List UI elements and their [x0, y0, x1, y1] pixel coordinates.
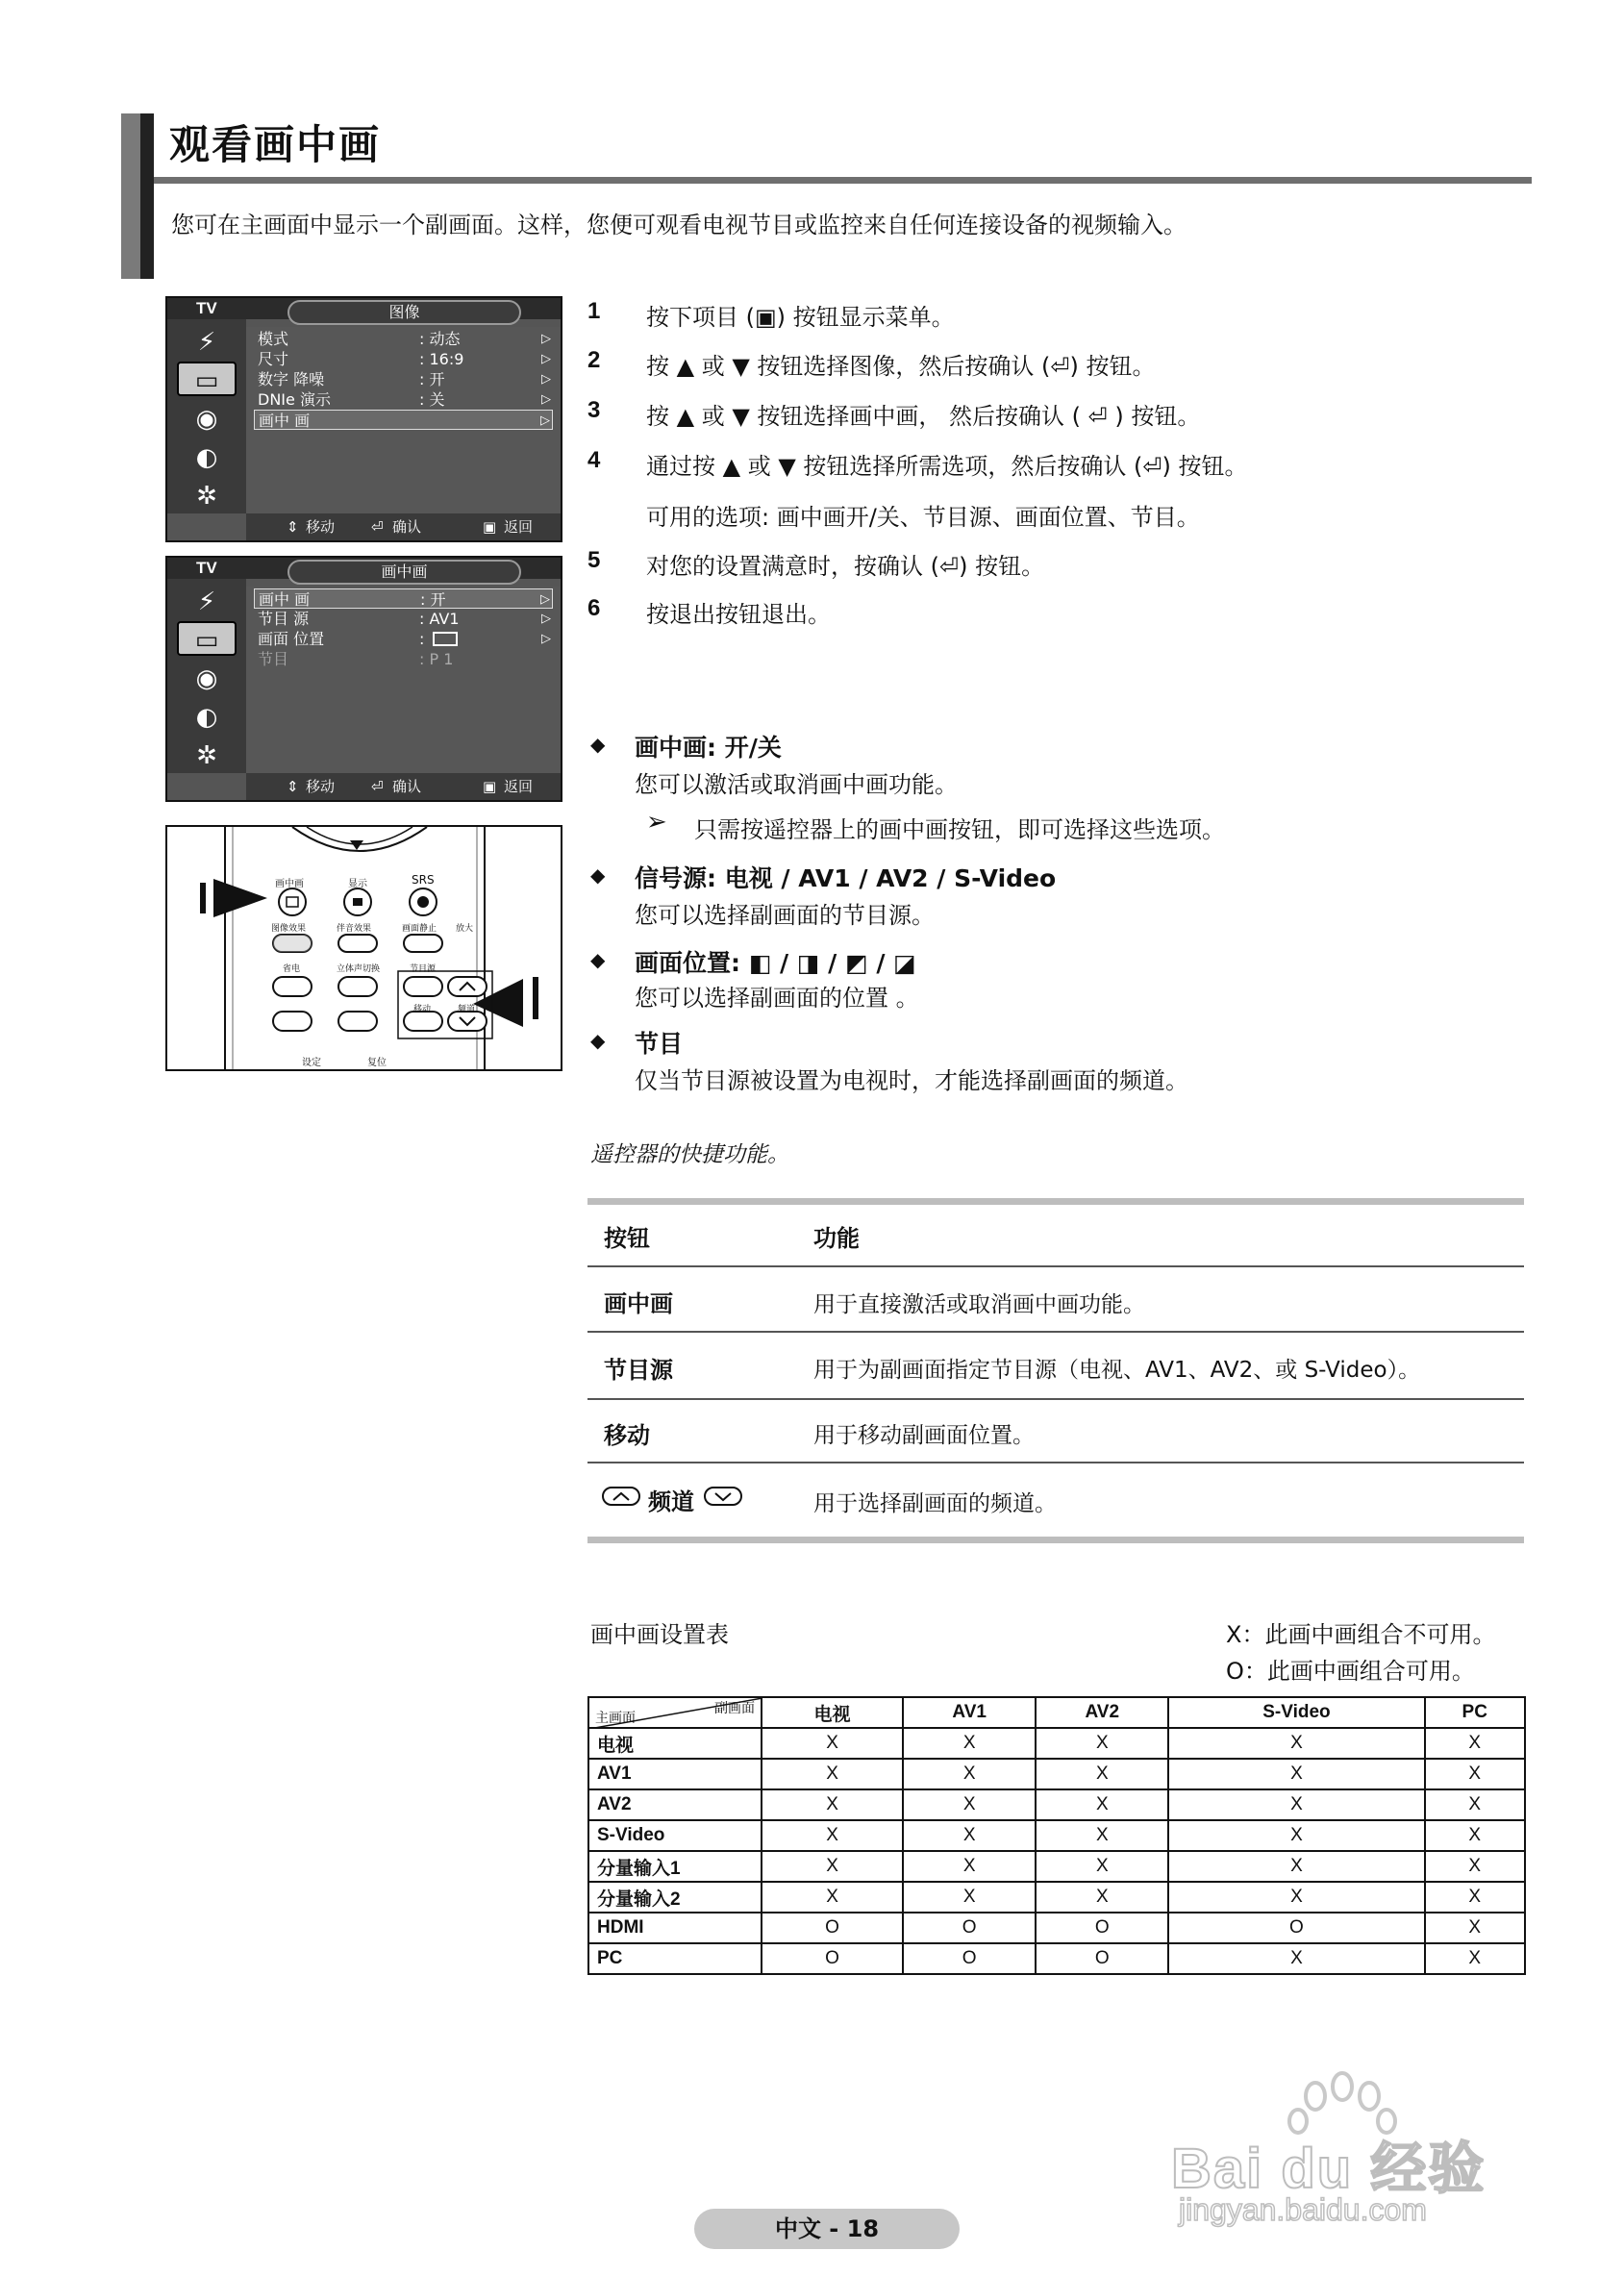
osd-footer-back: 返回 [504, 518, 534, 536]
osd-footer-enter: 确认 [392, 518, 422, 536]
table-cell: X [1168, 1882, 1424, 1913]
enter-icon: ⏎ [371, 518, 384, 536]
arrow-right-icon: ▷ [540, 413, 550, 428]
arrow-right-icon: ▷ [541, 332, 551, 346]
osd-row-label: 模式 [258, 330, 289, 348]
osd-footer-move: 移动 [306, 778, 336, 795]
osd-row-value: : 动态 [419, 330, 461, 348]
step-text: 按 ▲ 或 ▼ 按钮选择画中画， 然后按确认 ( ⏎ ) 按钮。 [646, 403, 1201, 430]
setup-icon: ✲ [196, 741, 217, 770]
table-cell: X [1036, 1789, 1168, 1820]
table-cell: X [903, 1820, 1036, 1851]
step-number: 4 [587, 447, 601, 473]
sound-icon: ◉ [195, 664, 218, 693]
osd-row[interactable] [254, 369, 553, 389]
table-cell: X [1425, 1851, 1525, 1882]
table-row-header: HDMI [588, 1913, 762, 1943]
table-cell: X [1036, 1851, 1168, 1882]
remote-move-label: 移动 [413, 1005, 432, 1014]
table-cell: X [903, 1882, 1036, 1913]
table-cell: X [903, 1851, 1036, 1882]
table-cell: X [1036, 1728, 1168, 1759]
osd-row-disabled [254, 649, 553, 669]
osd-row-label: DNIe 演示 [258, 390, 331, 409]
intro-text: 您可在主画面中显示一个副画面。这样，您便可观看电视节目或监控来自任何连接设备的视频输入。 [171, 212, 1187, 238]
table-cell: X [903, 1759, 1036, 1789]
channel-icon: ◐ [195, 443, 218, 472]
remote-pip-label: 画中画 [275, 879, 304, 889]
shortcut-header-function: 功能 [813, 1225, 860, 1252]
shortcut-desc: 用于为副画面指定节目源（电视、AV1、AV2、或 S-Video）。 [813, 1358, 1421, 1383]
settings-table-title: 画中画设置表 [590, 1621, 729, 1648]
osd-row-value: : 关 [419, 390, 445, 409]
table-cell: X [1425, 1820, 1525, 1851]
table-header-row [588, 1697, 1525, 1728]
remote-reset-label: 复位 [367, 1058, 387, 1068]
table-cell: X [1036, 1820, 1168, 1851]
osd-row-label: 节目 源 [258, 610, 310, 628]
step-number: 6 [587, 595, 601, 621]
remote-control-illustration [165, 825, 562, 1071]
diamond-bullet-icon: ◆ [590, 1029, 606, 1052]
watermark-brand: Bai du 经验 [1171, 2138, 1487, 2200]
table-row-header: 分量输入2 [588, 1882, 762, 1913]
shortcut-row-divider [587, 1462, 1524, 1463]
osd-items [246, 327, 561, 513]
osd-row-selected[interactable] [254, 588, 553, 609]
osd-footer-enter: 确认 [392, 778, 422, 795]
bullet-heading-source: 信号源: 电视 / AV1 / AV2 / S-Video [635, 864, 1057, 892]
table-row-header: PC [588, 1943, 762, 1974]
osd-row-selected[interactable] [254, 410, 553, 430]
table-col-header: AV1 [903, 1697, 1036, 1728]
step-text: 对您的设置满意时，按确认 (⏎) 按钮。 [646, 553, 1045, 580]
antenna-icon: ⚡ [197, 328, 216, 357]
table-cell: X [1168, 1943, 1424, 1974]
bullet-body-pip: 您可以激活或取消画中画功能。 [635, 771, 958, 798]
arrow-right-icon: ▷ [541, 392, 551, 407]
table-cell: X [762, 1851, 903, 1882]
osd-row-label: 节目 [258, 650, 289, 668]
osd-tv-label: TV [196, 559, 217, 577]
table-cell: X [1168, 1851, 1424, 1882]
step-options-text: 可用的选项: 画中画开/关、节目源、画面位置、节目。 [646, 504, 1200, 531]
table-cell: X [762, 1882, 903, 1913]
osd-footer [246, 513, 561, 540]
osd-row-value: : P 1 [419, 650, 454, 668]
table-row [588, 1820, 1525, 1851]
updown-icon: ⇕ [287, 778, 299, 795]
remote-source-label: 节目源 [410, 964, 437, 974]
corner-main-label: 主画面 [595, 1710, 636, 1725]
table-row [588, 1728, 1525, 1759]
osd-footer-move: 移动 [306, 518, 336, 536]
bullet-heading-pip: 画中画: 开/关 [635, 734, 782, 762]
table-cell: O [1036, 1913, 1168, 1943]
table-cell: X [762, 1728, 903, 1759]
table-corner-cell [588, 1697, 762, 1728]
legend-available: O：此画中画组合可用。 [1226, 1658, 1475, 1685]
osd-sidebar [167, 319, 246, 513]
step-text: 按退出按钮退出。 [646, 601, 831, 628]
watermark-url: jingyan.baidu.com [1179, 2192, 1427, 2227]
shortcut-key: 节目源 [604, 1357, 673, 1384]
table-row-header: 电视 [588, 1728, 762, 1759]
table-row [588, 1882, 1525, 1913]
arrow-note-icon: ➢ [646, 808, 667, 837]
osd-pip-menu [165, 556, 562, 802]
channel-icon: ◐ [195, 703, 218, 732]
osd-row[interactable] [254, 389, 553, 410]
table-cell: O [903, 1943, 1036, 1974]
step-number: 5 [587, 547, 601, 573]
table-cell: X [1425, 1882, 1525, 1913]
osd-row-value: : 开 [419, 370, 445, 388]
pip-settings-table [587, 1696, 1526, 1975]
remote-sound-effect-label: 伴音效果 [337, 924, 372, 934]
table-cell: O [762, 1913, 903, 1943]
table-cell: X [1425, 1943, 1525, 1974]
step-number: 3 [587, 397, 601, 423]
enter-icon: ⏎ [371, 778, 384, 795]
table-cell: X [1036, 1759, 1168, 1789]
remote-channel-label: 频道 [458, 1005, 476, 1014]
diamond-bullet-icon: ◆ [590, 863, 606, 887]
remote-still-label: 画面静止 [402, 924, 437, 934]
remote-pic-effect-label: 图像效果 [271, 924, 307, 934]
table-cell: X [1036, 1882, 1168, 1913]
remote-stereo-label: 立体声切换 [337, 964, 381, 974]
table-cell: O [1036, 1943, 1168, 1974]
table-cell: X [1425, 1789, 1525, 1820]
diamond-bullet-icon: ◆ [590, 948, 606, 971]
legend-not-available: X：此画中画组合不可用。 [1226, 1621, 1496, 1648]
remote-display-label: 显示 [348, 879, 367, 889]
osd-row-value: : 16:9 [419, 350, 464, 368]
table-cell: O [903, 1913, 1036, 1943]
table-cell: O [1168, 1913, 1424, 1943]
antenna-icon: ⚡ [197, 588, 216, 616]
arrow-right-icon: ▷ [541, 352, 551, 366]
osd-menu-title: 画中画 [287, 560, 521, 585]
channel-up-icon [602, 1487, 640, 1506]
return-icon: ▣ [483, 778, 497, 795]
picture-icon: ▭ [177, 621, 237, 656]
diamond-bullet-icon: ◆ [590, 733, 606, 756]
page-number: 中文 - 18 [694, 2209, 960, 2249]
shortcut-key: 频道 [648, 1488, 694, 1515]
osd-row[interactable] [254, 629, 553, 649]
shortcut-row-divider [587, 1331, 1524, 1333]
table-cell: O [762, 1943, 903, 1974]
table-cell: X [903, 1728, 1036, 1759]
header-bar-dark-decoration [140, 113, 154, 279]
table-row [588, 1789, 1525, 1820]
osd-tv-label: TV [196, 299, 217, 317]
osd-row-value: : 开 [420, 590, 446, 609]
table-cell: X [1168, 1759, 1424, 1789]
table-cell: X [762, 1820, 903, 1851]
osd-footer-back: 返回 [504, 778, 534, 795]
table-row [588, 1943, 1525, 1974]
bullet-heading-position: 画面位置: ◧ / ◨ / ◩ / ◪ [635, 949, 916, 977]
shortcut-key: 画中画 [604, 1290, 673, 1317]
bullet-note-pip: 只需按遥控器上的画中画按钮，即可选择这些选项。 [694, 816, 1225, 843]
step-number: 2 [587, 347, 601, 373]
shortcut-desc: 用于直接激活或取消画中画功能。 [813, 1292, 1145, 1317]
page-title: 观看画中画 [169, 121, 382, 168]
table-cell: X [762, 1789, 903, 1820]
osd-row-label: 尺寸 [258, 350, 289, 368]
osd-row[interactable] [254, 609, 553, 629]
table-row [588, 1759, 1525, 1789]
remote-zoom-label: 放大 [456, 924, 474, 934]
arrow-right-icon: ▷ [541, 612, 551, 626]
bullet-body-channel: 仅当节目源被设置为电视时，才能选择副画面的频道。 [635, 1067, 1188, 1094]
corner-sub-label: 副画面 [714, 1700, 755, 1715]
osd-row-label: 画中 画 [259, 590, 311, 609]
table-col-header: AV2 [1036, 1697, 1168, 1728]
shortcut-key: 移动 [604, 1422, 650, 1449]
remote-control-drawing [167, 827, 562, 1071]
table-cell: X [1168, 1728, 1424, 1759]
bullet-body-position: 您可以选择副画面的位置 。 [635, 985, 919, 1012]
osd-row-value: : AV1 [419, 610, 460, 628]
table-col-header: PC [1425, 1697, 1525, 1728]
table-row [588, 1851, 1525, 1882]
updown-icon: ⇕ [287, 518, 299, 536]
osd-row-label: 数字 降噪 [258, 370, 325, 388]
arrow-right-icon: ▷ [540, 592, 550, 607]
picture-icon: ▭ [177, 362, 237, 396]
arrow-right-icon: ▷ [541, 632, 551, 646]
remote-setup-label: 设定 [302, 1058, 321, 1068]
shortcut-row-divider [587, 1265, 1524, 1267]
osd-row-value: : [419, 630, 425, 648]
table-row-header: 分量输入1 [588, 1851, 762, 1882]
table-cell: X [903, 1789, 1036, 1820]
step-number: 1 [587, 298, 601, 324]
table-col-header: 电视 [762, 1697, 903, 1728]
table-cell: X [1425, 1759, 1525, 1789]
table-row-header: S-Video [588, 1820, 762, 1851]
channel-down-icon [704, 1487, 742, 1506]
step-text: 按下项目 (▣) 按钮显示菜单。 [646, 304, 955, 331]
shortcut-table-top-rule [587, 1198, 1524, 1205]
osd-row[interactable] [254, 349, 553, 369]
step-text: 通过按 ▲ 或 ▼ 按钮选择所需选项，然后按确认 (⏎) 按钮。 [646, 453, 1248, 480]
osd-menu-title: 图像 [287, 300, 521, 325]
bullet-body-source: 您可以选择副画面的节目源。 [635, 902, 935, 929]
step-text: 按 ▲ 或 ▼ 按钮选择图像，然后按确认 (⏎) 按钮。 [646, 353, 1156, 380]
remote-power-save-label: 省电 [283, 964, 301, 974]
osd-row[interactable] [254, 329, 553, 349]
table-cell: X [1168, 1789, 1424, 1820]
table-row-header: AV2 [588, 1789, 762, 1820]
shortcut-table-bottom-rule [587, 1537, 1524, 1543]
bullet-heading-channel: 节目 [635, 1030, 684, 1058]
osd-items [246, 587, 561, 773]
setup-icon: ✲ [196, 482, 217, 511]
table-row [588, 1913, 1525, 1943]
osd-picture-menu [165, 296, 562, 542]
shortcut-row-divider [587, 1398, 1524, 1400]
return-icon: ▣ [483, 518, 497, 536]
osd-row-label: 画面 位置 [258, 630, 325, 648]
remote-srs-label: SRS [412, 873, 435, 887]
shortcut-desc: 用于移动副画面位置。 [813, 1423, 1035, 1448]
shortcut-desc: 用于选择副画面的频道。 [813, 1491, 1057, 1516]
table-cell: X [1425, 1728, 1525, 1759]
table-cell: X [1425, 1913, 1525, 1943]
pip-position-icon [433, 632, 458, 646]
table-cell: X [1168, 1820, 1424, 1851]
table-col-header: S-Video [1168, 1697, 1424, 1728]
baidu-watermark [1171, 2058, 1527, 2231]
osd-sidebar [167, 579, 246, 773]
osd-footer [246, 773, 561, 800]
shortcut-caption: 遥控器的快捷功能。 [590, 1142, 789, 1167]
sound-icon: ◉ [195, 405, 218, 434]
shortcut-header-button: 按钮 [604, 1225, 650, 1252]
osd-row-label: 画中 画 [259, 412, 311, 430]
title-rule [154, 177, 1532, 184]
arrow-right-icon: ▷ [541, 372, 551, 387]
table-cell: X [762, 1759, 903, 1789]
table-row-header: AV1 [588, 1759, 762, 1789]
